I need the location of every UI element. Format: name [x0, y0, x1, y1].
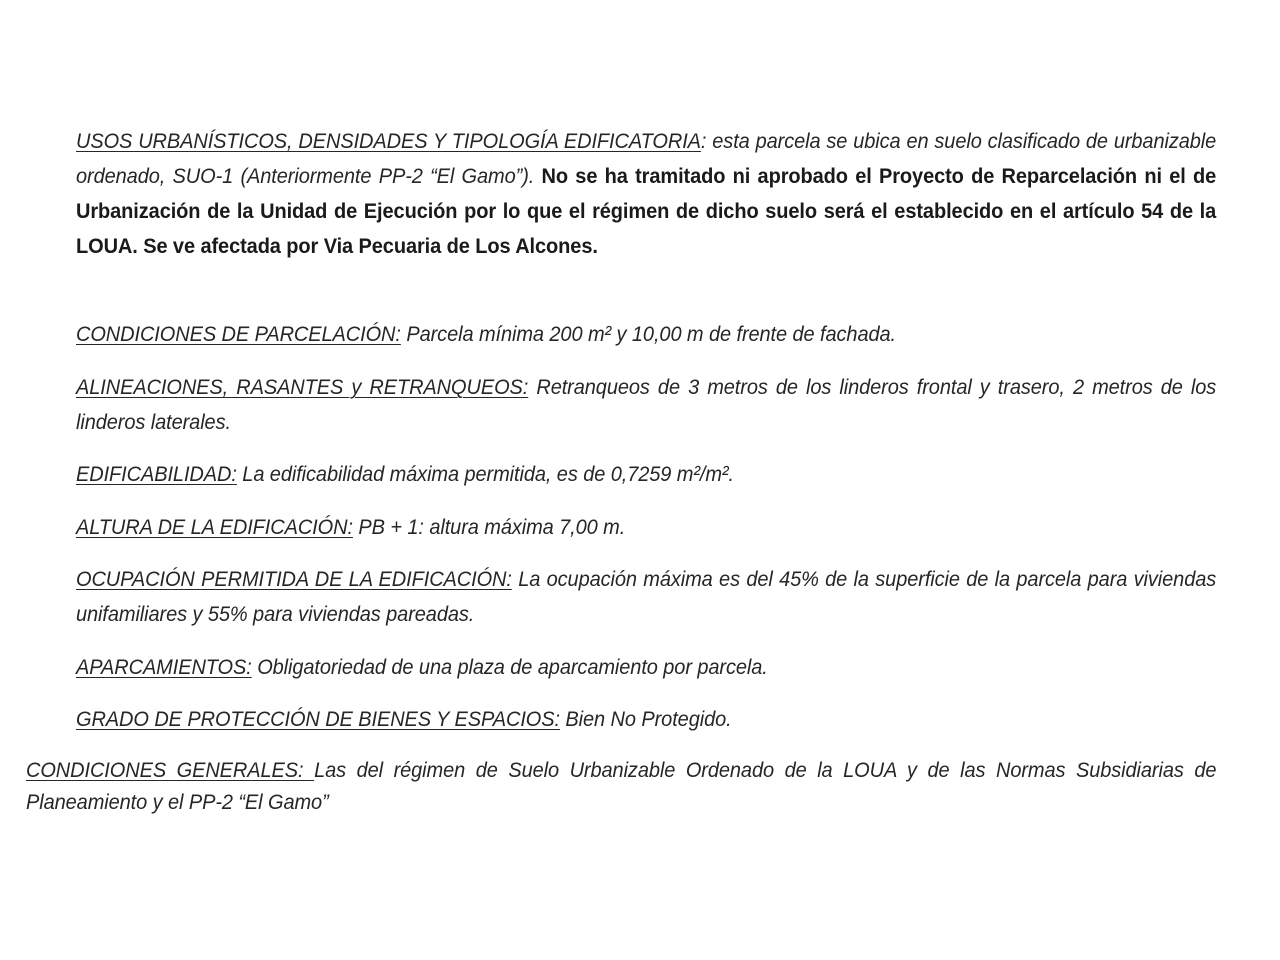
- text-alineaciones: Retranqueos de 3 metros de los linderos frontal y trasero, 2 metros de los linderos laterales.: [76, 375, 1217, 434]
- text-usos-urbanisticos: : esta parcela se ubica en suelo clasificado de urbanizable ordenado, SUO-1 (Anteriormente PP-2 “El Gamo”).: [76, 129, 1217, 188]
- paragraph-edificabilidad: [76, 457, 1216, 492]
- heading-ocupacion: OCUPACIÓN PERMITIDA DE LA EDIFICACIÓN:: [76, 567, 512, 591]
- paragraph-alineaciones: [76, 370, 1216, 440]
- heading-alineaciones: ALINEACIONES, RASANTES y RETRANQUEOS:: [76, 375, 529, 399]
- heading-parcelacion: CONDICIONES DE PARCELACIÓN:: [76, 322, 401, 346]
- text-ocupacion: La ocupación máxima es del 45% de la superficie de la parcela para viviendas unifamiliares y 55% para viviendas pareadas.: [76, 567, 1217, 626]
- text-altura: PB + 1: altura máxima 7,00 m.: [352, 515, 626, 539]
- text-edificabilidad: La edificabilidad máxima permitida, es de 0,7259 m²/m².: [236, 462, 734, 486]
- paragraph-usos-urbanisticos: [76, 124, 1216, 264]
- paragraph-altura: [76, 510, 1216, 545]
- heading-altura: ALTURA DE LA EDIFICACIÓN:: [76, 515, 353, 539]
- text-proteccion: Bien No Protegido.: [559, 707, 732, 731]
- bold-text-reparcelacion: No se ha tramitado ni aprobado el Proyecto de Reparcelación ni el de Urbanización de la Unidad de Ejecución por lo que el régimen de dicho suelo será el establecido en el artículo 54 de la LOUA. Se ve afectada por Via Pecuaria de Los Alcones.: [76, 164, 1217, 258]
- text-aparcamientos: Obligatoriedad de una plaza de aparcamiento por parcela.: [251, 655, 768, 679]
- paragraph-parcelacion: [76, 317, 1216, 352]
- heading-aparcamientos: APARCAMIENTOS:: [76, 655, 252, 679]
- paragraph-proteccion: [76, 702, 1216, 737]
- heading-usos-urbanisticos: USOS URBANÍSTICOS, DENSIDADES Y TIPOLOGÍA EDIFICATORIA: [76, 129, 701, 153]
- paragraph-condiciones-generales: [26, 754, 1216, 818]
- text-parcelacion: Parcela mínima 200 m² y 10,00 m de frente de fachada.: [400, 322, 896, 346]
- paragraph-aparcamientos: [76, 650, 1216, 685]
- text-condiciones-generales: Las del régimen de Suelo Urbanizable Ordenado de la LOUA y de las Normas Subsidiarias de Planeamiento y el PP-2 “El Gamo”: [26, 758, 1217, 814]
- paragraph-ocupacion: [76, 562, 1216, 632]
- heading-edificabilidad: EDIFICABILIDAD:: [76, 462, 237, 486]
- heading-proteccion: GRADO DE PROTECCIÓN DE BIENES Y ESPACIOS:: [76, 707, 560, 731]
- heading-condiciones-generales: CONDICIONES GENERALES:: [26, 758, 315, 782]
